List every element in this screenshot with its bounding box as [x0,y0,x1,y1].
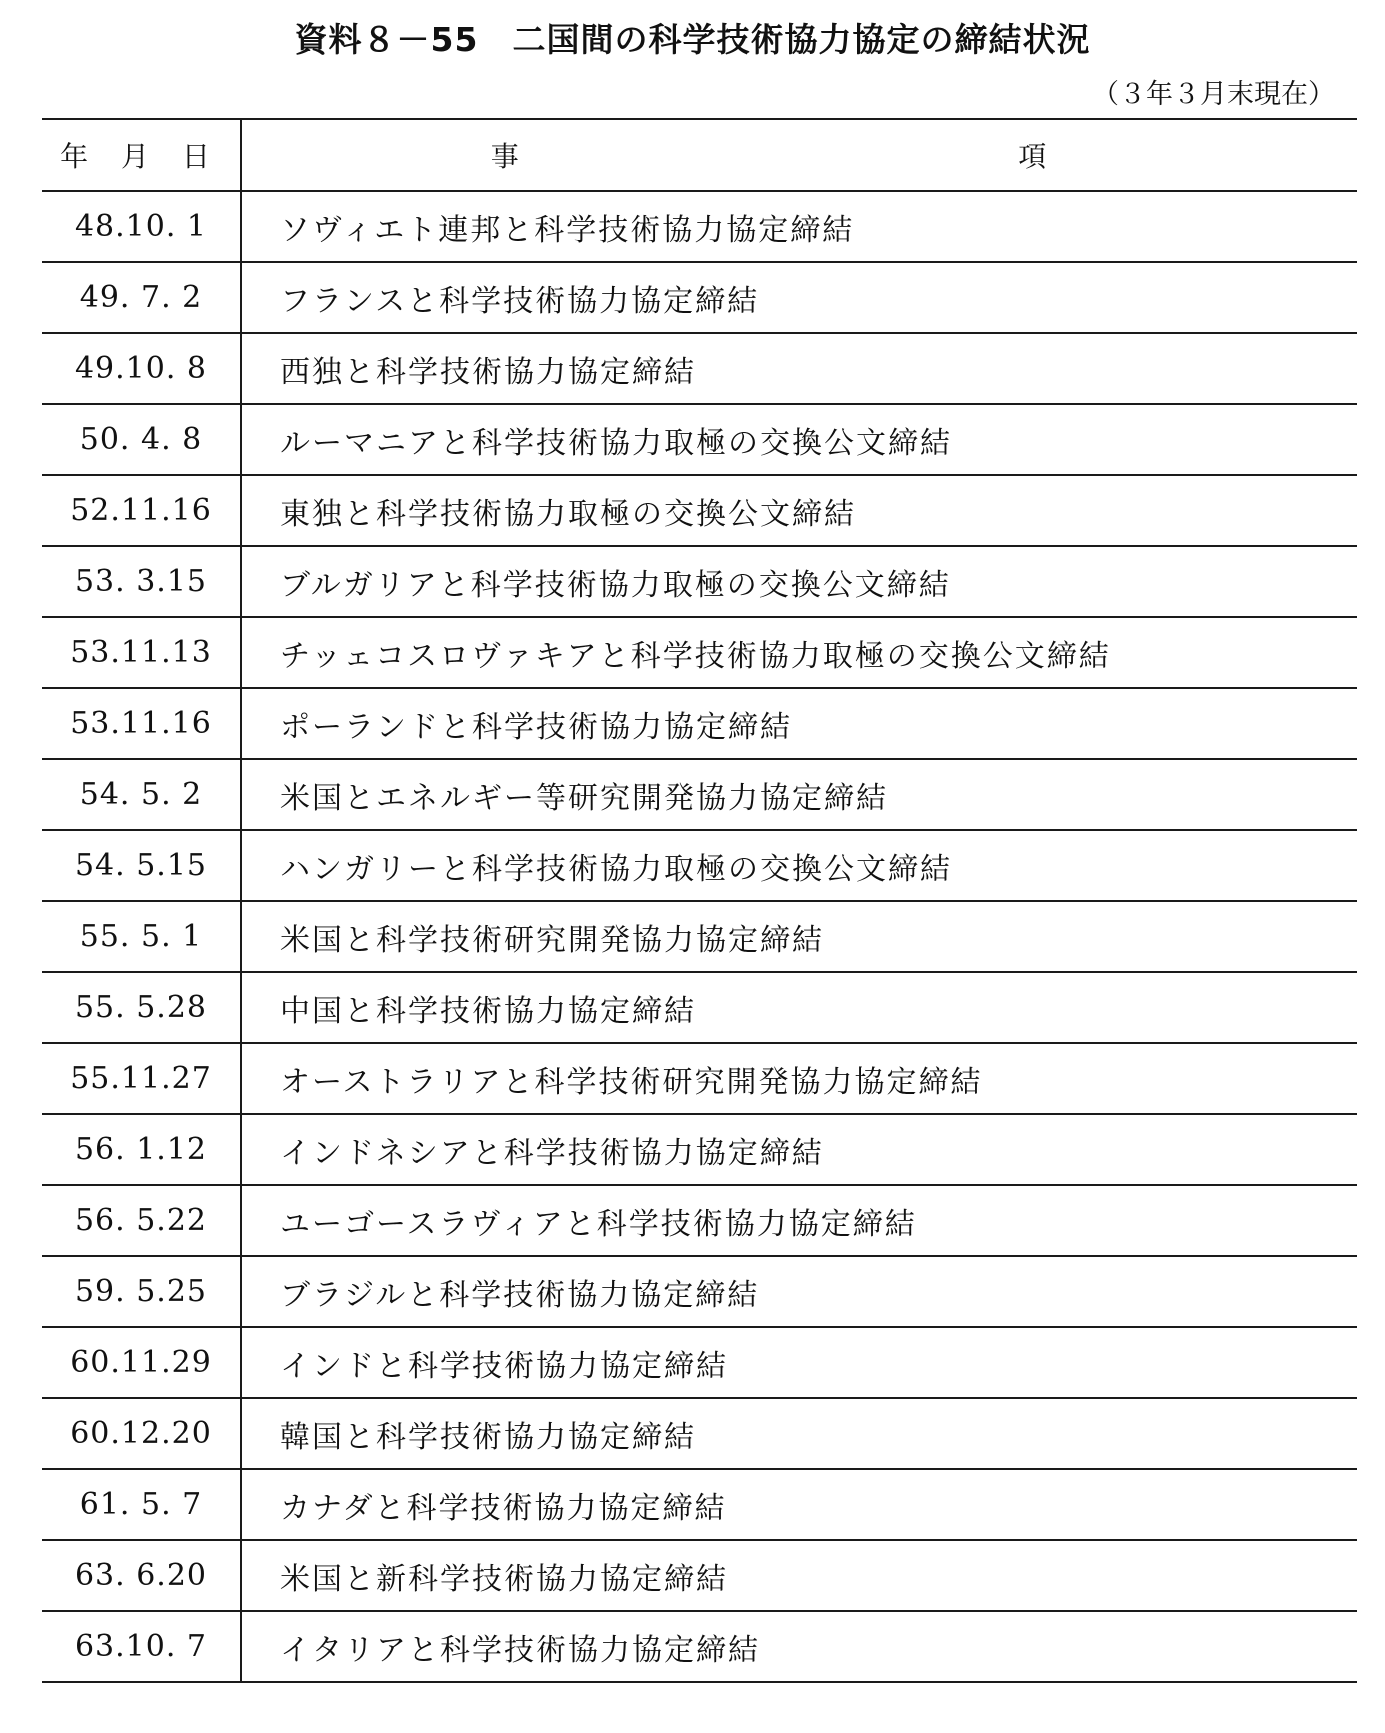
row-date: 56. 1.12 [42,1115,242,1184]
table-row [42,1115,1357,1186]
row-item: カナダと科学技術協力協定締結 [280,1490,727,1526]
row-date: 50. 4. 8 [42,405,242,474]
table-row [42,334,1357,405]
table-row [42,618,1357,689]
table-row [42,1399,1357,1470]
row-item: ブルガリアと科学技術協力取極の交換公文締結 [280,567,951,603]
row-date: 55. 5.28 [42,973,242,1042]
row-item: フランスと科学技術協力協定締結 [280,283,760,319]
row-item: 東独と科学技術協力取極の交換公文締結 [280,496,856,532]
row-item: ルーマニアと科学技術協力取極の交換公文締結 [280,425,952,461]
row-item: ブラジルと科学技術協力協定締結 [280,1277,760,1313]
row-item: 米国とエネルギー等研究開発協力協定締結 [280,780,888,816]
header-item-left: 事 [490,140,521,173]
table-row [42,760,1357,831]
row-date: 49.10. 8 [42,334,242,403]
row-date: 54. 5. 2 [42,760,242,829]
table-row [42,831,1357,902]
row-item: 韓国と科学技術協力協定締結 [280,1419,696,1455]
row-item: インドネシアと科学技術協力協定締結 [280,1135,824,1171]
table-row [42,476,1357,547]
row-item: ソヴィエト連邦と科学技術協力協定締結 [280,212,855,248]
row-date: 48.10. 1 [42,192,242,261]
row-date: 55.11.27 [42,1044,242,1113]
row-item: オーストラリアと科学技術研究開発協力協定締結 [280,1064,983,1100]
header-item [242,120,1357,190]
row-item: 米国と新科学技術協力協定締結 [280,1561,728,1597]
row-date: 59. 5.25 [42,1257,242,1326]
row-item: ポーランドと科学技術協力協定締結 [280,709,792,745]
table-header [42,118,1357,192]
table-row [42,192,1357,263]
table-row [42,1612,1357,1683]
row-date: 63. 6.20 [42,1541,242,1610]
row-date: 53. 3.15 [42,547,242,616]
row-item: ユーゴースラヴィアと科学技術協力協定締結 [280,1206,917,1242]
row-date: 55. 5. 1 [42,902,242,971]
as-of-note: （３年３月末現在） [1092,79,1335,110]
row-item: 西独と科学技術協力協定締結 [280,354,696,390]
table-row [42,405,1357,476]
row-item: チッェコスロヴァキアと科学技術協力取極の交換公文締結 [280,638,1111,674]
table-row [42,263,1357,334]
header-item-right: 項 [1018,140,1049,173]
table-row [42,1257,1357,1328]
row-date: 60.11.29 [42,1328,242,1397]
table-row [42,547,1357,618]
row-item: インドと科学技術協力協定締結 [280,1348,728,1384]
row-item: 中国と科学技術協力協定締結 [280,993,696,1029]
table-row [42,973,1357,1044]
row-date: 61. 5. 7 [42,1470,242,1539]
row-item: ハンガリーと科学技術協力取極の交換公文締結 [280,851,952,887]
agreements-table [42,118,1357,1683]
header-date: 年 月 日 [42,120,242,190]
row-date: 53.11.16 [42,689,242,758]
row-item: 米国と科学技術研究開発協力協定締結 [280,922,824,958]
table-row [42,1044,1357,1115]
row-item: イタリアと科学技術協力協定締結 [280,1632,760,1668]
row-date: 63.10. 7 [42,1612,242,1681]
table-row [42,1328,1357,1399]
page-title: 資料８－55 二国間の科学技術協力協定の締結状況 [294,20,1091,59]
row-date: 49. 7. 2 [42,263,242,332]
row-date: 56. 5.22 [42,1186,242,1255]
row-date: 53.11.13 [42,618,242,687]
table-row [42,902,1357,973]
row-date: 54. 5.15 [42,831,242,900]
row-date: 52.11.16 [42,476,242,545]
table-row [42,1541,1357,1612]
table-row [42,689,1357,760]
table-row [42,1470,1357,1541]
table-body [42,192,1357,1683]
row-date: 60.12.20 [42,1399,242,1468]
table-row [42,1186,1357,1257]
